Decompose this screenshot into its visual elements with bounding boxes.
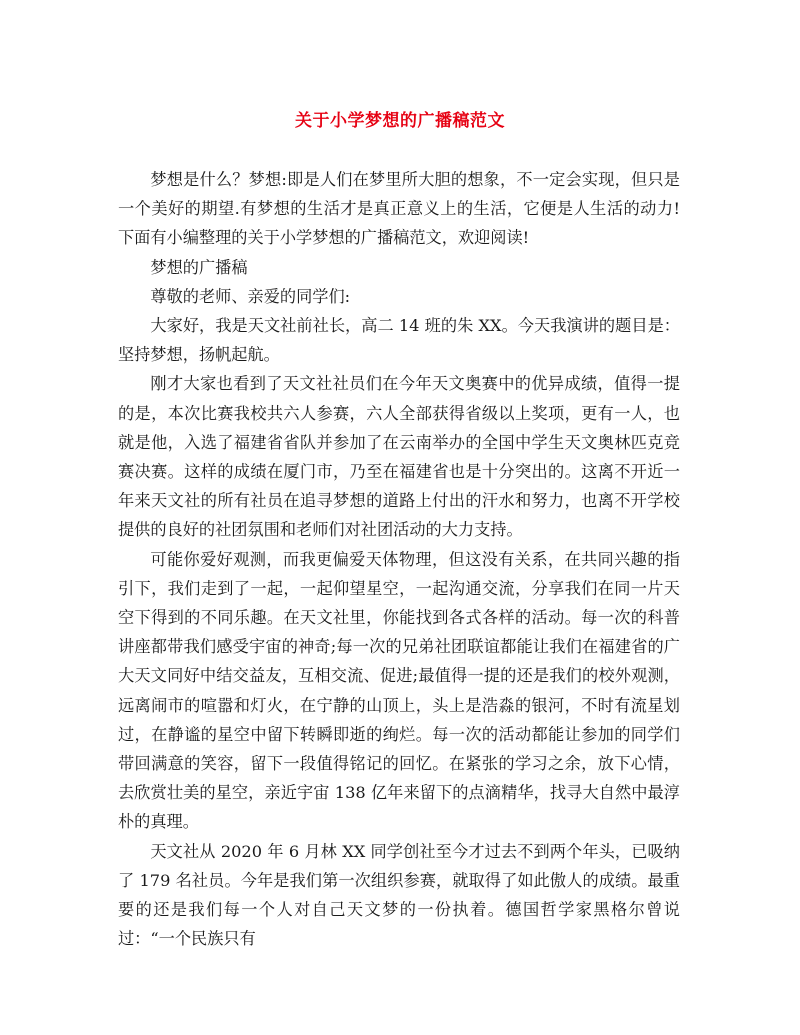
document-body [118,165,680,953]
paragraph-intro: 梦想是什么？梦想:即是人们在梦里所大胆的想象，不一定会实现，但只是一个美好的期望.有梦想的生活才是真正意义上的生活，它便是人生活的动力!下面有小编整理的关于小学梦想的广播稿范文，欢迎阅读! [118,170,680,248]
paragraph-salutation: 尊敬的老师、亲爱的同学们: [150,286,351,306]
paragraph-history: 天文社从 2020 年 6 月林 XX 同学创社至今才过去不到两个年头，已吸纳了 179 名社员。今年是我们第一次组织参赛，就取得了如此傲人的成绩。最重要的还是我们每一个人对自己天文梦的一份执着。德国哲学家黑格尔曾说过：“一个民族只有 [118,841,680,949]
document-title: 关于小学梦想的广播稿范文 [295,111,505,131]
paragraph-subheading: 梦想的广播稿 [150,257,248,277]
paragraph-greeting: 大家好，我是天文社前社长，高二 14 班的朱 XX。今天我演讲的题目是：坚持梦想，扬帆起航。 [118,316,680,365]
paragraph-achievements: 刚才大家也看到了天文社社员们在今年天文奥赛中的优异成绩，值得一提的是，本次比赛我校共六人参赛，六人全部获得省级以上奖项，更有一人，也就是他，入选了福建省省队并参加了在云南举办的全国中学生天文奥林匹克竞赛决赛。这样的成绩在厦门市，乃至在福建省也是十分突出的。这离不开近一年来天文社的所有社员在追寻梦想的道路上付出的汗水和努力，也离不开学校提供的良好的社团氛围和老师们对社团活动的大力支持。 [118,374,680,540]
paragraph-activities: 可能你爱好观测，而我更偏爱天体物理，但这没有关系，在共同兴趣的指引下，我们走到了一起，一起仰望星空，一起沟通交流，分享我们在同一片天空下得到的不同乐趣。在天文社里，你能找到各式各样的活动。每一次的科普讲座都带我们感受宇宙的神奇;每一次的兄弟社团联谊都能让我们在福建省的广大天文同好中结交益友，互相交流、促进;最值得一提的还是我们的校外观测，远离闹市的喧嚣和灯火，在宁静的山顶上，头上是浩淼的银河，不时有流星划过，在静谧的星空中留下转瞬即逝的绚烂。每一次的活动都能让参加的同学们带回满意的笑容，留下一段值得铭记的回忆。在紧张的学习之余，放下心情，去欣赏壮美的星空，亲近宇宙 138 亿年来留下的点滴精华，找寻大自然中最淳朴的真理。 [118,549,680,832]
